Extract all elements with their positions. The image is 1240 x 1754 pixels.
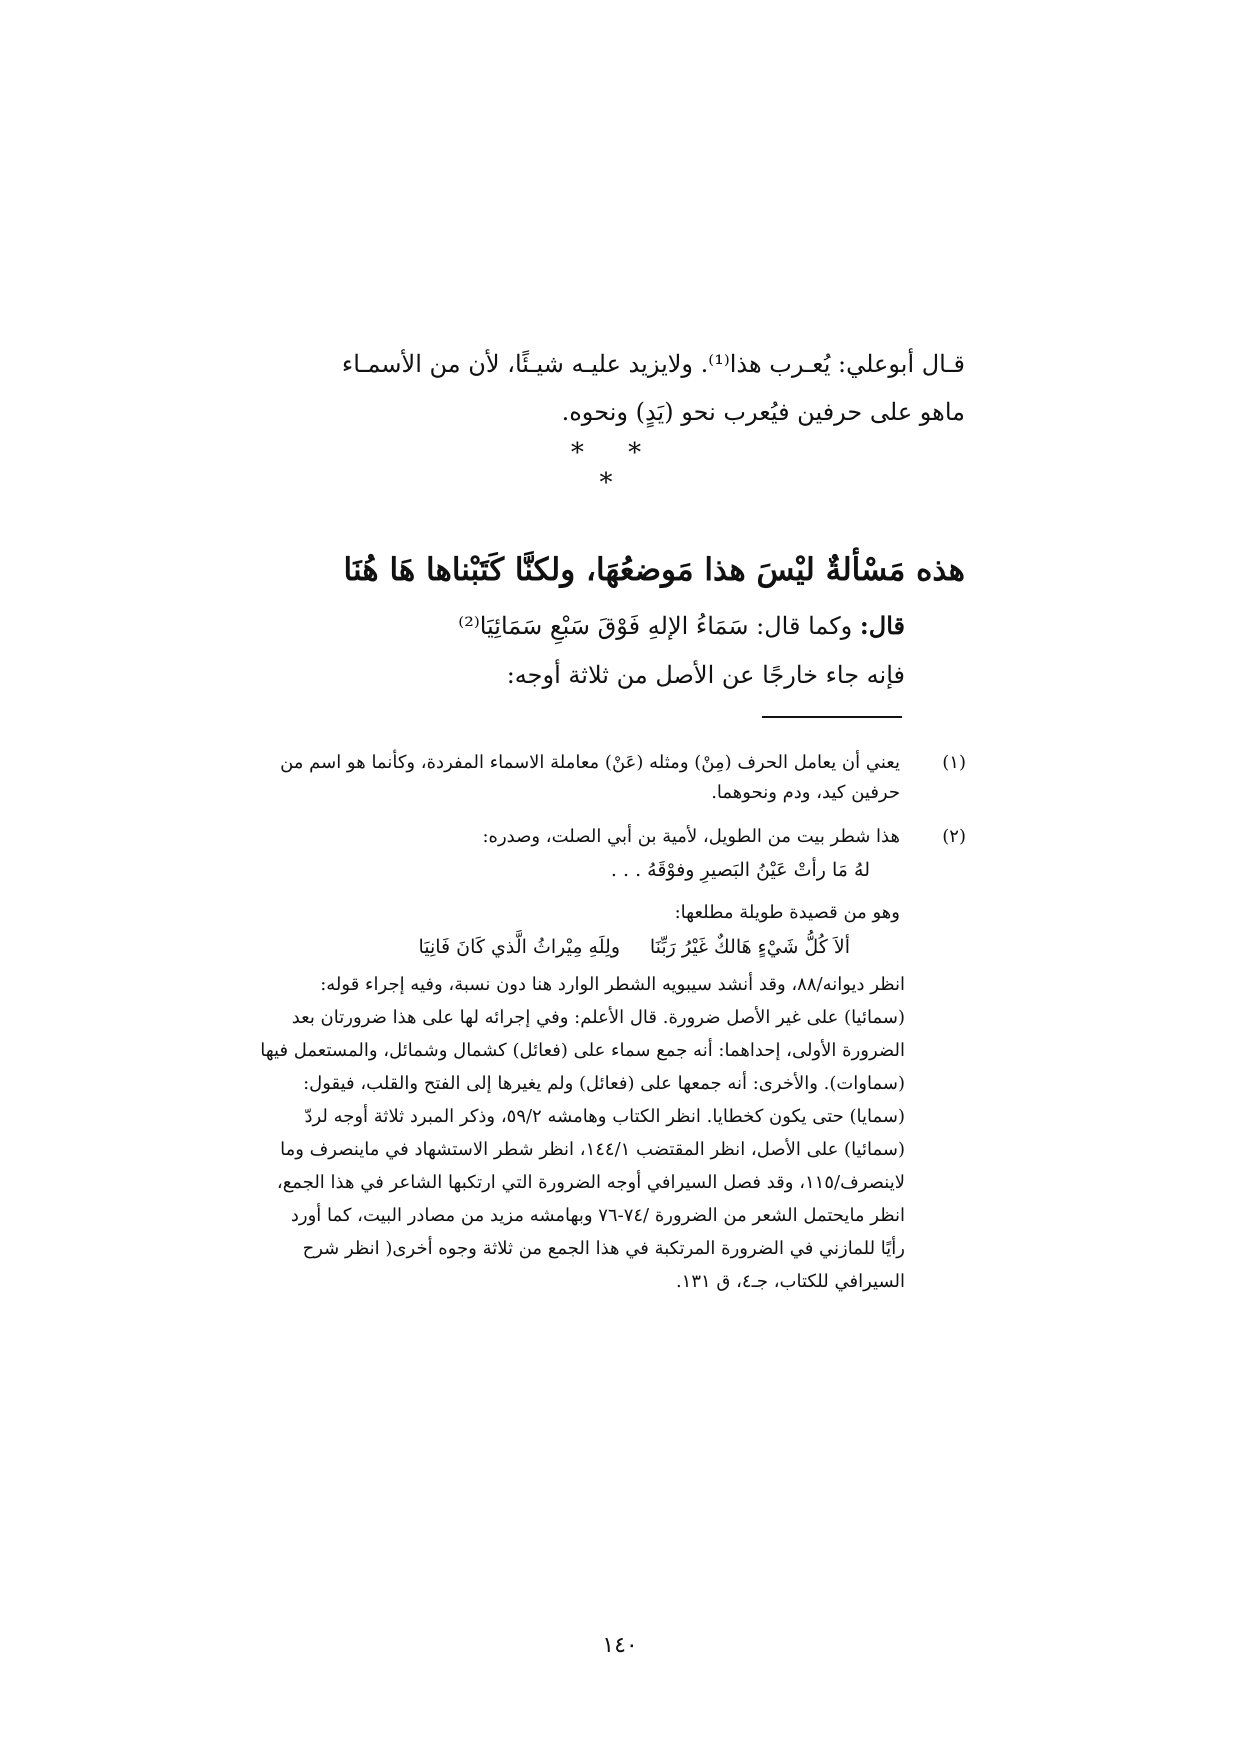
footnote-line: السيرافي للكتاب، جـ٤، ق ١٣١.	[675, 1271, 905, 1292]
footnote-line: (سمائيا) على الأصل، انظر المقتضب ١٤٤/١، انظر شطر الاستشهاد في ماينصرف وما	[280, 1139, 905, 1160]
verse-line: لهُ مَا رأتْ عَيْنُ البَصيرِ وفوْقَهُ . . .	[610, 859, 870, 881]
paragraph-line: قـال أبوعلي: يُعـرب هذا⁽¹⁾. ولايزيد عليـه شيـئًا، لأن من الأسمـاء	[341, 350, 965, 378]
footnote-number: (٢)	[942, 826, 966, 847]
quote-text: وكما قال: سَمَاءُ الإلهِ فَوْقَ سَبْعِ سَمَائِيَا⁽²⁾	[458, 612, 860, 640]
footnote-divider	[762, 716, 902, 718]
footnote-line: حرفين كيد، ودم ونحوهما.	[711, 782, 900, 803]
footnote-line: انظر ديوانه/٨٨، وقد أنشد سيبويه الشطر الوارد هنا دون نسبة، وفيه إجراء قوله:	[320, 974, 905, 995]
page-number: ١٤٠	[602, 1633, 638, 1658]
footnote-line: (سمايا) حتى يكون كخطايا. انظر الكتاب وهامشه ٥٩/٢، وذكر المبرد ثلاثة أوجه لردّ	[304, 1106, 905, 1127]
opening-paragraph	[245, 340, 965, 436]
explanation-line: فإنه جاء خارجًا عن الأصل من ثلاثة أوجه:	[506, 661, 905, 689]
footnote-line: انظر مايحتمل الشعر من الضرورة /٧٤-٧٦ وبهامشه مزيد من مصادر البيت، كما أورد	[290, 1205, 905, 1226]
footnote-line: وهو من قصيدة طويلة مطلعها:	[674, 902, 900, 923]
section-separator: * * *	[570, 438, 660, 498]
qal-label: قال:	[859, 611, 905, 640]
footnote-line: (سمائيا) على غير الأصل ضرورة. قال الأعلم: وفي إجرائه لها على هذا ضرورتان بعد	[291, 1007, 905, 1028]
footnote-1	[270, 748, 900, 808]
footnote-line: لاينصرف/١١٥، وقد فصل السيرافي أوجه الضرورة التي ارتكبها الشاعر في هذا الجمع،	[276, 1172, 905, 1193]
footnote-number: (١)	[942, 752, 966, 773]
verse-hemistich-2: ولِلَهِ مِيْراثُ الَّذي كَانَ فَانِيَا	[418, 936, 620, 958]
footnote-line: رأيًا للمازني في الضرورة المرتكبة في هذا الجمع من ثلاثة وجوه أخرى( انظر شرح	[302, 1238, 905, 1259]
footnote-line: (سماوات). والأخرى: أنه جمعها على (فعائل) ولم يغيرها إلى الفتح والقلب، فيقول:	[303, 1073, 905, 1094]
footnote-line: هذا شطر بيت من الطويل، لأمية بن أبي الصلت، وصدره:	[482, 826, 900, 847]
section-heading: هذه مَسْألةٌ ليْسَ هذا مَوضعُهَا، ولكنَّا كَتَبْناها هَا هُنَا	[343, 552, 965, 588]
footnote-2-body	[245, 968, 905, 1298]
quote-line	[300, 604, 905, 648]
footnote-line: الضرورة الأولى، إحداهما: أنه جمع سماء على (فعائل) كشمال وشمائل، والمستعمل فيها	[260, 1040, 905, 1061]
verse-hemistich-1: ألاَ كُلُّ شَيْءٍ هَالكٌ غَيْرُ رَبِّنَا	[649, 936, 850, 958]
paragraph-line: ماهو على حرفين فيُعرب نحو (يَدٍ) ونحوه.	[561, 398, 965, 426]
footnote-line: يعني أن يعامل الحرف (مِنْ) ومثله (عَنْ) معاملة الاسماء المفردة، وكأنما هو اسم من	[280, 752, 900, 773]
